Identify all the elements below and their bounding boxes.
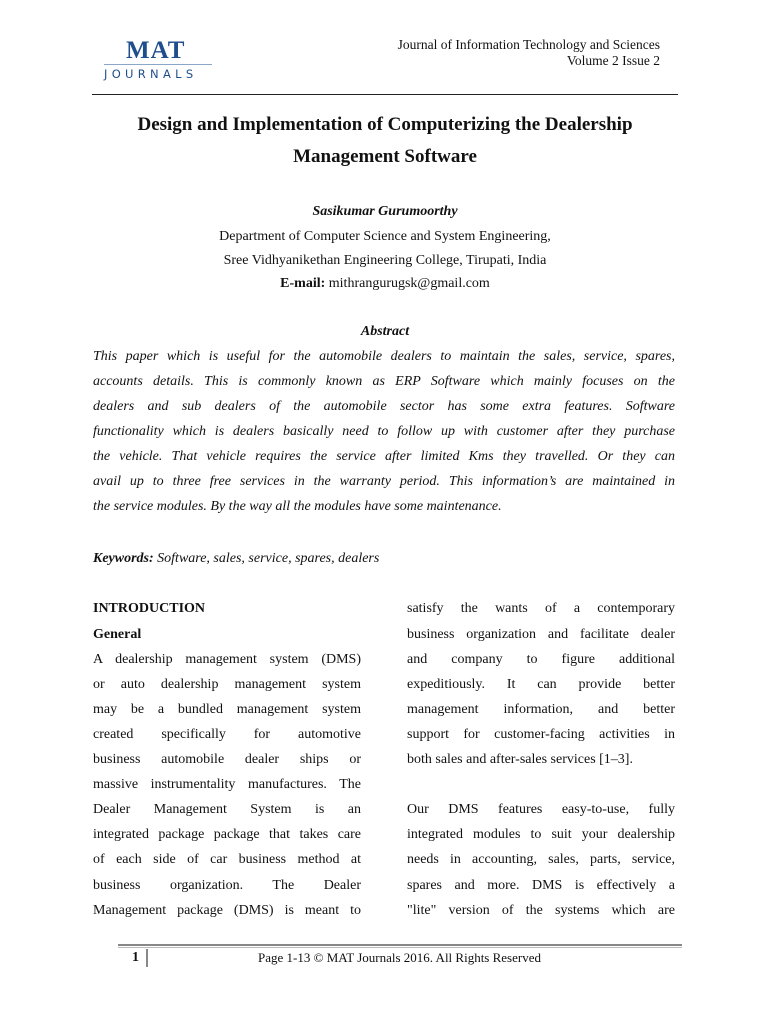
body-line: business organization. The Dealer [93,878,361,893]
journal-volume: Volume 2 Issue 2 [566,53,660,68]
affiliation-line-1: Department of Computer Science and System Engineering, [219,229,551,244]
body-line: management information, and better [407,702,675,717]
body-line: A dealership management system (DMS) [93,652,361,667]
footer-copyright: Page 1-13 © MAT Journals 2016. All Rights Reserved [258,950,541,965]
body-line: satisfy the wants of a contemporary [407,601,675,616]
footer-rule [118,944,682,946]
abstract-line: the vehicle. That vehicle requires the service after limited Kms they travelled. Or they can [93,449,675,464]
keywords-label: Keywords: [93,551,154,566]
logo-journals-text: JOURNALS [104,67,198,81]
body-line: spares and more. DMS is effectively a [407,878,675,893]
abstract-line: This paper which is useful for the automobile dealers to maintain the sales, service, spares, [93,349,675,364]
page-number-divider [146,949,148,967]
paper-title-line-1: Design and Implementation of Computerizing the Dealership [137,114,633,135]
body-line: Management package (DMS) is meant to [93,903,361,918]
abstract-line: accounts details. This is commonly known as ERP Software which mainly focuses on the [93,374,675,389]
body-line: business organization and facilitate dealer [407,627,675,642]
body-line: Dealer Management System is an [93,802,361,817]
author-name: Sasikumar Gurumoorthy [312,204,458,219]
affiliation-line-2: Sree Vidhyanikethan Engineering College, Tirupati, India [223,253,547,268]
body-line: integrated package package that takes care [93,827,361,842]
author-email [92,275,678,293]
subsection-heading-general: General [93,627,142,642]
body-line: integrated modules to suit your dealership [407,827,675,842]
abstract-heading: Abstract [360,324,410,339]
body-line: "lite" version of the systems which are [407,903,675,918]
body-line: Our DMS features easy-to-use, fully [407,802,675,817]
body-line: may be a bundled management system [93,702,361,717]
footer-rule-thin [118,947,682,948]
body-line: created specifically for automotive [93,727,361,742]
keywords [93,550,379,568]
email-label: E-mail: [280,276,326,291]
email-address: mithrangurugsk@gmail.com [328,276,490,291]
journal-name: Journal of Information Technology and Sciences [397,37,660,52]
body-line: expeditiously. It can provide better [407,677,675,692]
body-line: and company to figure additional [407,652,675,667]
abstract-line: the service modules. By the way all the modules have some maintenance. [93,499,502,514]
section-heading-introduction: INTRODUCTION [93,601,206,616]
body-line: massive instrumentality manufactures. The [93,777,361,792]
body-line: of each side of car business method at [93,852,361,867]
journal-logo [104,38,214,84]
paper-title-line-2: Management Software [293,146,477,167]
body-line: support for customer-facing activities in [407,727,675,742]
logo-mat-text: MAT [126,37,186,64]
abstract-line: functionality which is dealers basically need to follow up with customer after they purchase [93,424,675,439]
abstract-line: avail up to three free services in the warranty period. This information’s are maintained in [93,474,675,489]
logo-divider [104,64,212,65]
body-line: both sales and after-sales services [1–3]. [407,752,633,767]
body-line: needs in accounting, sales, parts, service, [407,852,675,867]
header-rule [92,94,678,95]
page-number: 1 [132,950,139,965]
body-line: business automobile dealer ships or [93,752,361,767]
body-line: or auto dealership management system [93,677,361,692]
abstract-line: dealers and sub dealers of the automobile sector has some extra features. Software [93,399,675,414]
keywords-value: Software, sales, service, spares, dealers [157,551,380,566]
